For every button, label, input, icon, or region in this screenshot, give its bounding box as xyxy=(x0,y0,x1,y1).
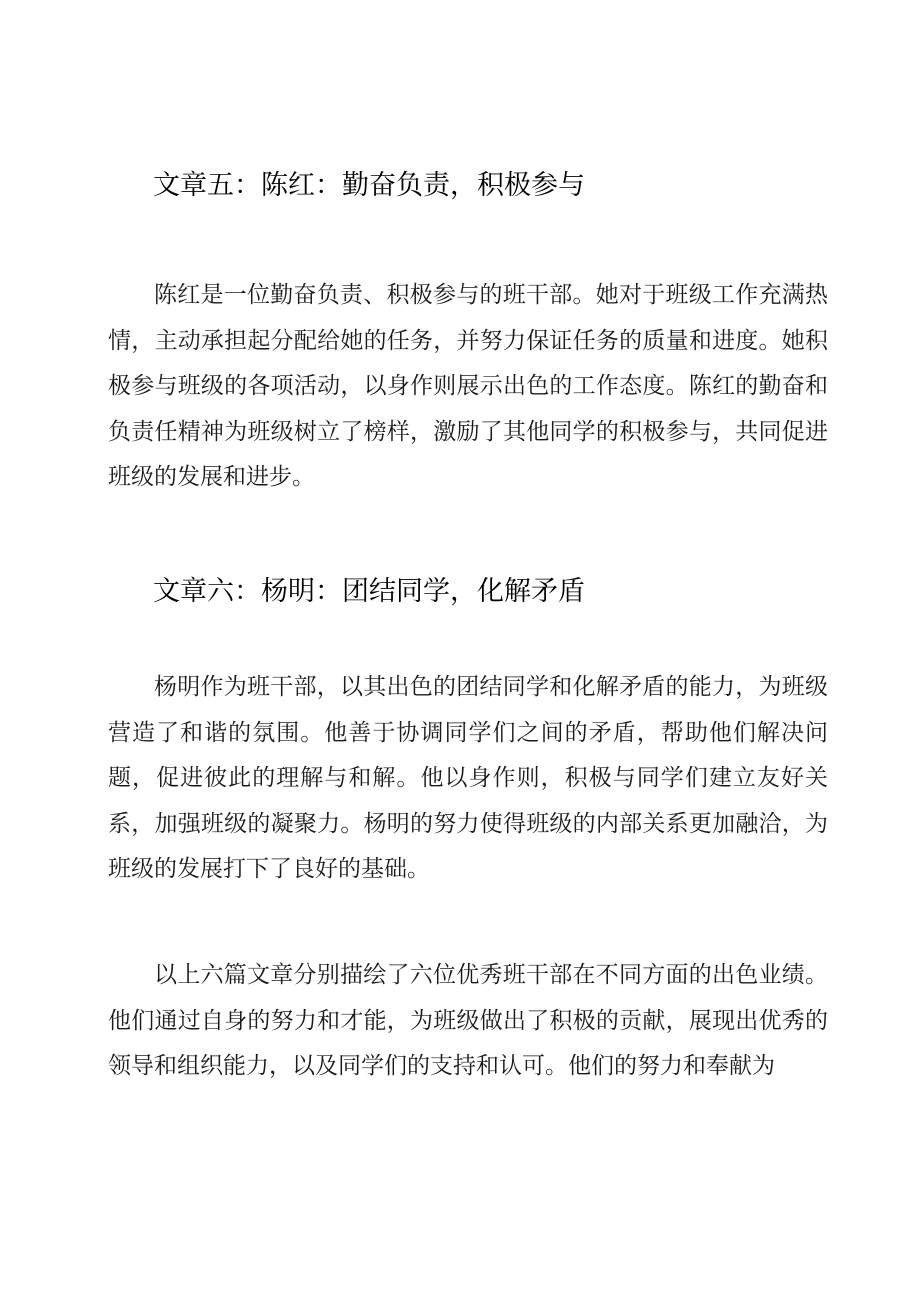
article-six-body: 杨明作为班干部，以其出色的团结同学和化解矛盾的能力，为班级营造了和谐的氛围。他善于协调同学们之间的矛盾，帮助他们解决问题，促进彼此的理解与和解。他以身作则，积极与同学们建立友好关系，加强班级的凝聚力。杨明的努力使得班级的内部关系更加融洽，为班级的发展打下了良好的基础。 xyxy=(108,674,828,882)
article-five-body: 陈红是一位勤奋负责、积极参与的班干部。她对于班级工作充满热情，主动承担起分配给她的任务，并努力保证任务的质量和进度。她积极参与班级的各项活动，以身作则展示出色的工作态度。陈红的勤奋和负责任精神为班级树立了榜样，激励了其他同学的积极参与，共同促进班级的发展和进步。 xyxy=(108,282,828,490)
summary-paragraph: 以上六篇文章分别描绘了六位优秀班干部在不同方面的出色业绩。他们通过自身的努力和才能，为班级做出了积极的贡献，展现出优秀的领导和组织能力，以及同学们的支持和认可。他们的努力和奉献为 xyxy=(108,962,828,1079)
article-five-heading: 文章五：陈红：勤奋负责，积极参与 xyxy=(153,170,585,201)
article-six-heading: 文章六：杨明：团结同学，化解矛盾 xyxy=(153,576,585,607)
